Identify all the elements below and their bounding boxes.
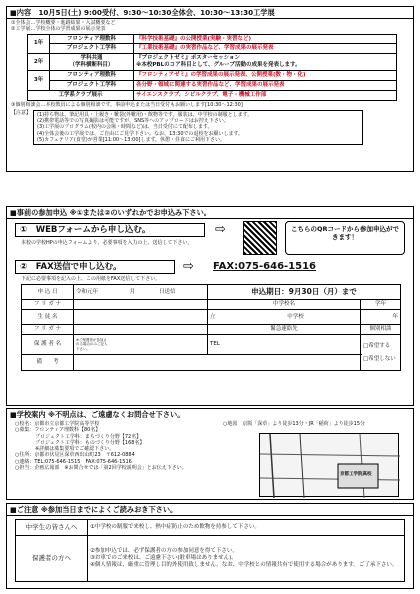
ritsu-label: 立 xyxy=(210,313,216,320)
guardian-name-label xyxy=(22,335,74,355)
arrow-icon: ⇨ xyxy=(183,259,194,274)
web-form-option[interactable] xyxy=(15,223,205,237)
note-item: (2)携帯電話等での写真撮影は可能ですが、SNS等へのアップロードはお控え下さい。 xyxy=(37,118,229,125)
request-table xyxy=(15,519,405,582)
form-day: 日送信 xyxy=(159,288,176,295)
school-line: ○募集：フロンティア理数科【80名】 xyxy=(15,427,101,434)
content-item-3: ③個別相談会…本校教員による個別相談です。事前申込または当日受付もお願いします[10:30～12:30] xyxy=(11,101,243,108)
grade-2: 2年 xyxy=(28,54,50,71)
school-section xyxy=(6,408,414,500)
request-section xyxy=(6,503,414,589)
school-line: ※詳細は募集要項でご確認下さい。 xyxy=(15,446,115,452)
form-month: 月 xyxy=(129,288,136,295)
map-graphic xyxy=(260,434,400,498)
school-name-field[interactable] xyxy=(208,310,361,325)
school-heading: ■学校案内 ※不明点は、ご遠慮なくお問合せ下さい。 xyxy=(10,410,185,419)
request-text: ①中学校の制服で来校し、熱中症防止のため飲物を持参して下さい。 xyxy=(88,520,405,536)
fax-label: ② FAX送信で申し込む。 xyxy=(20,262,122,272)
course-cell: フロンティア理数科 xyxy=(50,71,134,81)
desc-cell: サイエンスクラブ、シビルクラブ、電子・機械工作部 xyxy=(134,90,397,100)
consult-yes-checkbox[interactable]: □希望する xyxy=(363,342,391,349)
tel-label: TEL xyxy=(210,341,220,348)
map-image xyxy=(259,433,399,497)
consult-label: 個別相談 xyxy=(361,325,401,335)
school-line: プロジェクト工学科：ものづくり分野【168名】 xyxy=(15,439,145,446)
request-text: ②参加申込では、必ず保護者の方の参加同意を得て下さい。 ③お車でのご来校は、ご遠慮下さい(駐車場はありません)。 ④個人情報は、厳重に管理し目的外使用致しません。なお、中学校との情報共有で使用する場合があります。ご了承下さい。 xyxy=(88,536,405,582)
desc-cell: 『プロジェクトゼミ』ポスターセッション ※本校PBLのコア科目として、グループ活動の成果を発表します。 xyxy=(134,54,397,71)
application-form xyxy=(21,284,401,371)
exhibit-table xyxy=(27,34,397,101)
course-cell: プロジェクト工学科 xyxy=(50,44,134,54)
student-name-label: 生 徒 名 xyxy=(22,310,74,325)
desc-cell: 各分野・領域に関連する実習作品など、学習成果の展示発表 xyxy=(134,80,397,90)
school-line: ○担当：企画広報部 ※お問合せでは「第2回学校説明会」とお伝え下さい。 xyxy=(15,464,187,471)
fax-number[interactable]: FAX:075-646-1516 xyxy=(213,261,317,272)
qr-callout: こちらのQRコードから参加申込ができます！ xyxy=(285,221,405,255)
note-item: (1)持ち物は、筆記用具・上履き・靴袋(外靴用)・飲物等です。服装は、中学校の制服とします。 xyxy=(37,111,253,118)
course-cell: 学科共通 （学科横断科目） xyxy=(50,54,134,71)
school-line: ○連絡：TEL:075-646-1515 FAX:075-646-1516 xyxy=(15,458,132,465)
note-item: (3)工学展のプログラム(校内の会場・時間など)は、当日受付にて配布します。 xyxy=(37,124,213,131)
guardian-furigana-field[interactable] xyxy=(74,325,208,335)
emergency-label: 緊急連絡先 xyxy=(208,325,361,335)
school-line: プロジェクト工学科：まちづくり分野【72名】 xyxy=(15,433,142,440)
grade-field[interactable] xyxy=(361,310,401,325)
course-cell: フロンティア理数科 xyxy=(50,34,134,44)
apply-heading: ■事前の参加申込 ※①または②のいずれかでお申込み下さい。 xyxy=(7,207,413,219)
fax-sub: 下記に必要事項を記入の上、この用紙をFAX送信して下さい。 xyxy=(21,276,161,282)
tel-field[interactable] xyxy=(208,335,361,355)
remarks-field[interactable] xyxy=(74,355,361,371)
consult-options xyxy=(361,335,401,371)
grade-label: 学年 xyxy=(361,300,401,310)
furigana-field[interactable] xyxy=(74,300,208,310)
school-details xyxy=(15,421,220,471)
consult-no-checkbox[interactable]: □希望しない xyxy=(363,355,396,362)
note-item: (5)カフェテリア(食堂)が営業[11:00～13:00]します。休憩・昼食にご利用下さい。 xyxy=(37,136,226,143)
chugakko-label: 中学校 xyxy=(287,313,304,320)
content-heading: ■内容 10月5日(土) 9:00受付、9:30～10:30全体会、10:30～13:30工学展 xyxy=(7,7,413,19)
notes-label: 【注意】 xyxy=(11,109,32,116)
form-date-label: 申 込 日 xyxy=(22,285,74,300)
map-school-label: 京都工学院高校 xyxy=(340,472,372,477)
arrow-icon: ⇨ xyxy=(215,222,226,237)
content-item-1: ①全体会…学校概要・進路結果・入試概要など xyxy=(11,20,116,26)
desc-cell: 『科学技術基礎』の公開授業(実験・実習など) xyxy=(134,34,397,44)
apply-section xyxy=(6,206,414,406)
guardian-label-text: 保 護 者 名 xyxy=(33,341,62,348)
course-cell: 工学系クラブ展示 xyxy=(28,90,134,100)
web-label: ① WEBフォームから申し込む。 xyxy=(20,225,151,235)
school-line: ○住所：京都市伏見区深草西出山町23 〒612-0884 xyxy=(15,452,135,459)
grade-3: 3年 xyxy=(28,71,50,91)
notes-list xyxy=(33,110,363,145)
form-era: 令和元年 xyxy=(76,288,99,295)
web-sub: 本校の学校HPの申込フォームより、必要事項を入力の上、送信して下さい。 xyxy=(21,240,193,246)
guardian-name-field[interactable] xyxy=(74,335,208,355)
guardian-note: ※ご保護者が参加される場合のみご記入下さい。 xyxy=(76,337,108,351)
note-item: (4)全体会後の工学展では、ご自由にご見学下さい。なお、13:30での退校をお願いします。 xyxy=(37,130,244,137)
qr-code-icon[interactable] xyxy=(243,221,277,255)
content-item-2: ②工学展…学校全体の学習成果の展示発表 xyxy=(11,26,106,33)
fax-option[interactable] xyxy=(15,260,175,274)
course-cell: プロジェクト工学科 xyxy=(50,80,134,90)
furigana-label: フ リ ガ ナ xyxy=(22,300,74,310)
access-text: ○地図 京阪「深草」より徒歩13分・JR「稲荷」より徒歩15分 xyxy=(223,421,366,427)
grade-1: 1年 xyxy=(28,34,50,54)
request-who: 中学生の皆さんへ xyxy=(16,520,88,536)
request-heading: ■ご注意 ※参加当日までによくご読みおき下さい。 xyxy=(7,504,413,516)
nen-label: 年 xyxy=(392,313,398,320)
form-date-field[interactable] xyxy=(74,285,208,300)
remarks-label: 備 考 xyxy=(22,355,74,371)
content-section xyxy=(6,6,414,172)
request-who: 保護者の方へ xyxy=(16,536,88,582)
desc-cell: 『フロンティアゼミ』の学習成果の展示発表、公開授業(数・物・化) xyxy=(134,71,397,81)
desc-cell: 『工業技術基礎』の実習作品など、学習成果の展示発表 xyxy=(134,44,397,54)
student-name-field[interactable] xyxy=(74,310,208,325)
deadline: 申込期日：9月30日（月）まで xyxy=(208,285,401,300)
school-line: ○校名：京都市立京都工学院高等学校 xyxy=(15,421,100,427)
school-name-label: 中学校名 xyxy=(208,300,361,310)
furigana-label: フ リ ガ ナ xyxy=(22,325,74,335)
